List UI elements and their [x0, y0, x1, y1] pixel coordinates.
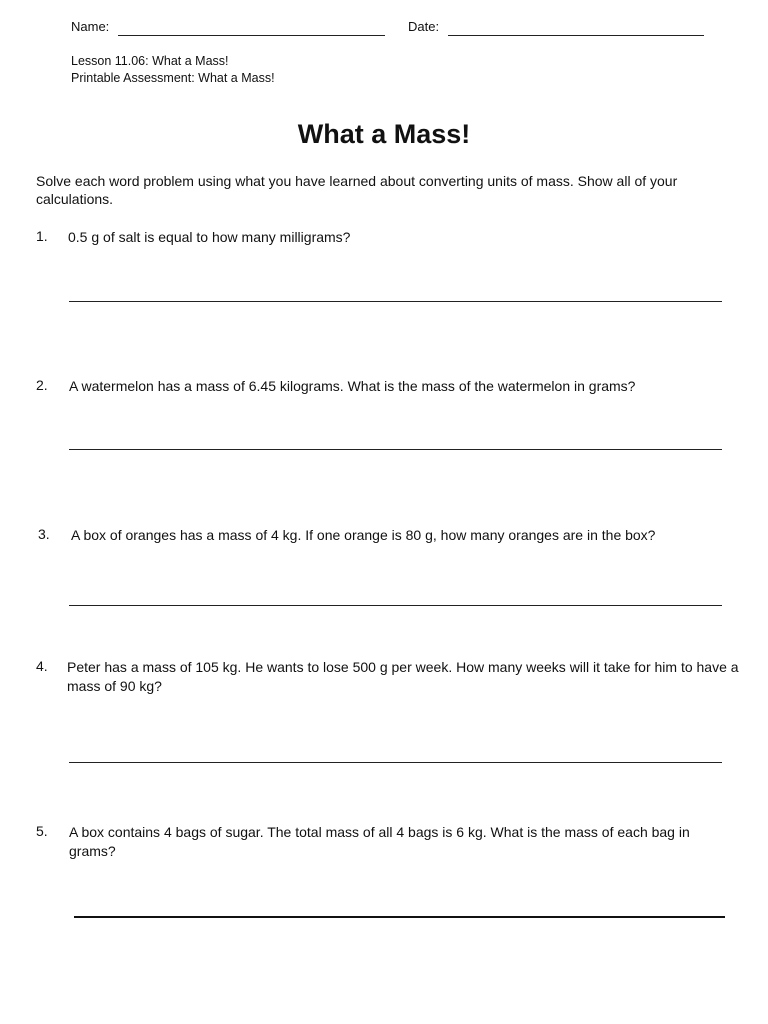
- question-text: A box of oranges has a mass of 4 kg. If one orange is 80 g, how many oranges are in the box?: [71, 527, 656, 543]
- answer-line-3[interactable]: [69, 605, 722, 606]
- lesson-title: Lesson 11.06: What a Mass!: [71, 54, 229, 68]
- question-text: 0.5 g of salt is equal to how many milligrams?: [68, 229, 351, 245]
- question-number: 3.: [38, 526, 50, 542]
- question-text: A watermelon has a mass of 6.45 kilograms. What is the mass of the watermelon in grams?: [69, 378, 636, 394]
- question-text: Peter has a mass of 105 kg. He wants to lose 500 g per week. How many weeks will it take for him to have a mass of 90 kg?: [67, 659, 739, 694]
- answer-line-5[interactable]: [74, 916, 725, 918]
- assessment-title: Printable Assessment: What a Mass!: [71, 71, 275, 85]
- question-number: 5.: [36, 823, 48, 839]
- answer-line-1[interactable]: [69, 301, 722, 302]
- page-title: What a Mass!: [297, 119, 471, 149]
- instructions: Solve each word problem using what you have learned about converting units of mass. Show all of your calculations.: [36, 173, 678, 207]
- question-number: 1.: [36, 228, 48, 244]
- question-number: 2.: [36, 377, 48, 393]
- date-field[interactable]: [448, 35, 704, 36]
- name-field[interactable]: [118, 35, 385, 36]
- answer-line-2[interactable]: [69, 449, 722, 450]
- date-label: Date:: [408, 19, 440, 34]
- lesson-info: [71, 53, 275, 87]
- question-text: A box contains 4 bags of sugar. The total mass of all 4 bags is 6 kg. What is the mass of each bag in grams?: [69, 824, 690, 859]
- question-number: 4.: [36, 658, 48, 674]
- answer-line-4[interactable]: [69, 762, 722, 763]
- name-label: Name:: [71, 19, 110, 34]
